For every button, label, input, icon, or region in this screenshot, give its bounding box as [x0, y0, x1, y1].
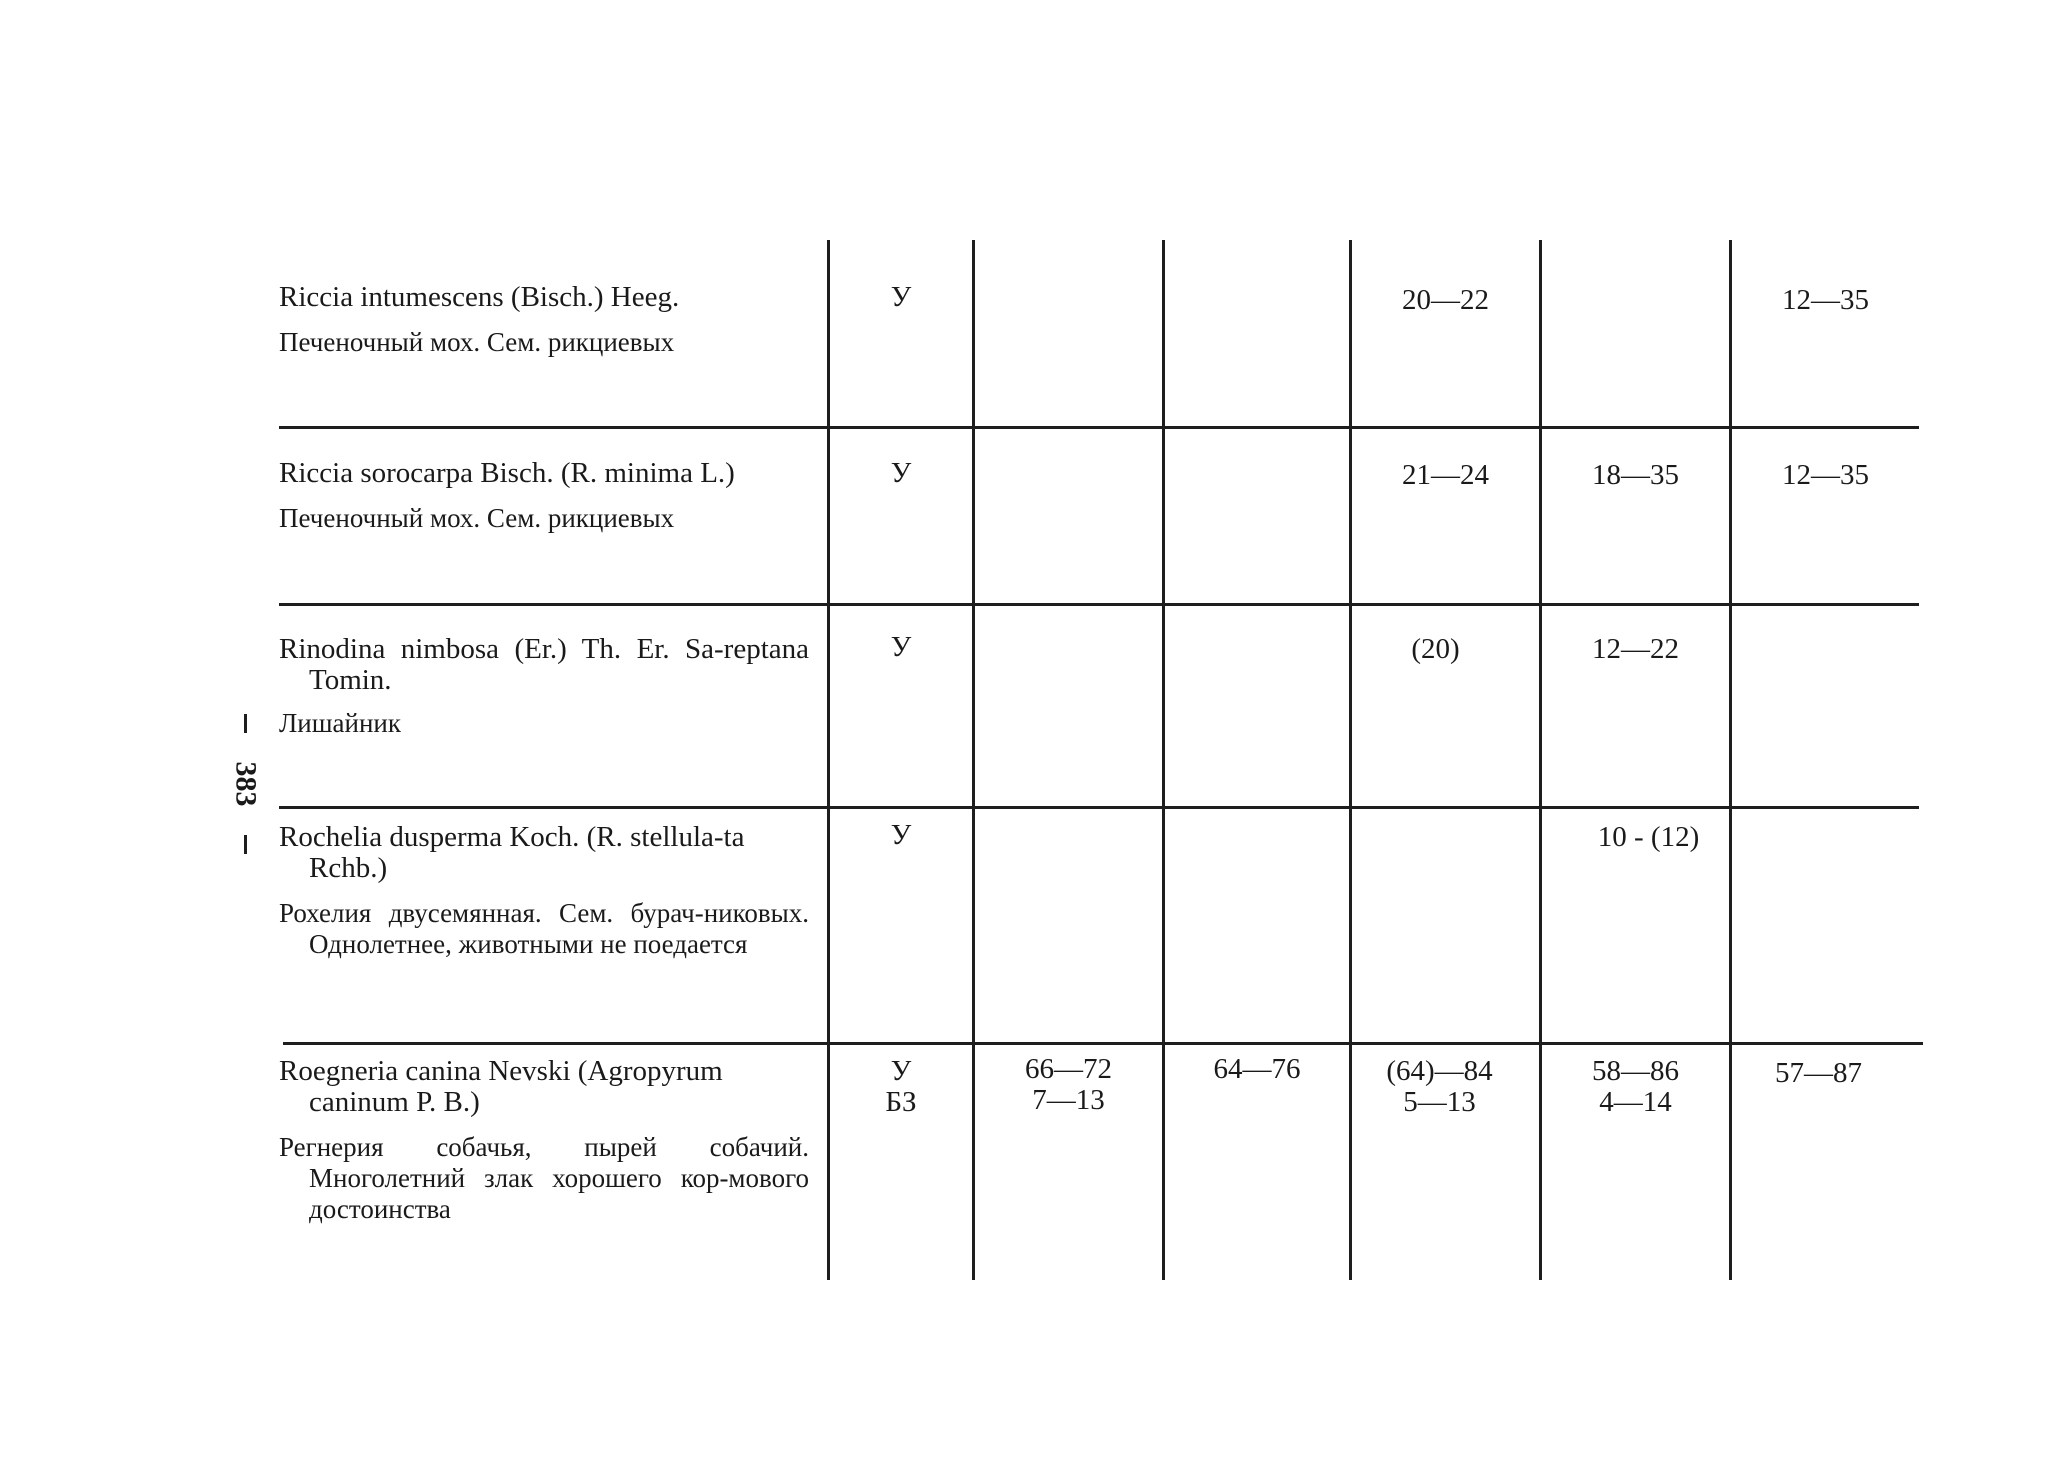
table-row-description: [279, 822, 809, 960]
table-cell: 12—35: [1782, 459, 1869, 491]
row-divider: [283, 1042, 1923, 1045]
latin-name: Rochelia dusperma Koch. (R. stellula-ta Rchb.): [279, 821, 745, 884]
russian-name: Лишайник: [279, 708, 402, 738]
table-cell: 58—86 4—14: [1592, 1055, 1679, 1118]
table-cell: 12—35: [1782, 284, 1869, 316]
row-divider: [279, 426, 1919, 429]
table-cell: У: [890, 819, 912, 851]
table-cell: 21—24: [1402, 459, 1489, 491]
russian-name: Печеночный мох. Сем. рикциевых: [279, 503, 675, 533]
table-cell: 12—22: [1592, 633, 1679, 665]
table-cell: 64—76: [1213, 1053, 1301, 1085]
table-cell: У: [890, 457, 912, 489]
column-divider: [1539, 240, 1542, 1280]
table-cell: У: [890, 281, 912, 313]
row-divider: [279, 806, 1919, 809]
row-divider: [279, 603, 1919, 606]
russian-name: Печеночный мох. Сем. рикциевых: [279, 327, 675, 357]
table-cell: (64)—84 5—13: [1386, 1055, 1493, 1118]
table-cell: (20): [1411, 633, 1460, 665]
table-cell: У БЗ: [885, 1055, 917, 1118]
table-cell: У: [890, 631, 912, 663]
table-cell: 20—22: [1402, 284, 1489, 316]
page-number-bar: [244, 835, 247, 854]
table-row-description: [279, 1056, 809, 1225]
latin-name: Riccia intumescens (Bisch.) Heeg.: [279, 281, 680, 313]
latin-name: Riccia sorocarpa Bisch. (R. minima L.): [279, 457, 735, 489]
page-number-bar: [244, 714, 247, 733]
table-cell: 57—87: [1775, 1057, 1862, 1089]
table-cell: 10 - (12): [1597, 821, 1700, 853]
column-divider: [1162, 240, 1165, 1280]
latin-name: Rinodina nimbosa (Er.) Th. Er. Sa-reptana Tomin.: [279, 633, 809, 696]
table-cell: 66—72 7—13: [1025, 1053, 1112, 1116]
column-divider: [972, 240, 975, 1280]
table-row-description: [279, 634, 809, 738]
page-number-text: 383: [229, 761, 262, 807]
page-number: [225, 714, 265, 854]
column-divider: [827, 240, 830, 1280]
table-row-description: [279, 282, 809, 357]
table-row-description: [279, 458, 809, 533]
russian-name: Рохелия двусемянная. Сем. бурач-никовых. Однолетнее, животными не поедается: [279, 898, 809, 959]
latin-name: Roegneria canina Nevski (Agropyrum caninum P. B.): [279, 1055, 723, 1118]
column-divider: [1729, 240, 1732, 1280]
table-cell: 18—35: [1592, 459, 1679, 491]
column-divider: [1349, 240, 1352, 1280]
russian-name: Регнерия собачья, пырей собачий. Многолетний злак хорошего кор-мового достоинства: [279, 1132, 809, 1224]
